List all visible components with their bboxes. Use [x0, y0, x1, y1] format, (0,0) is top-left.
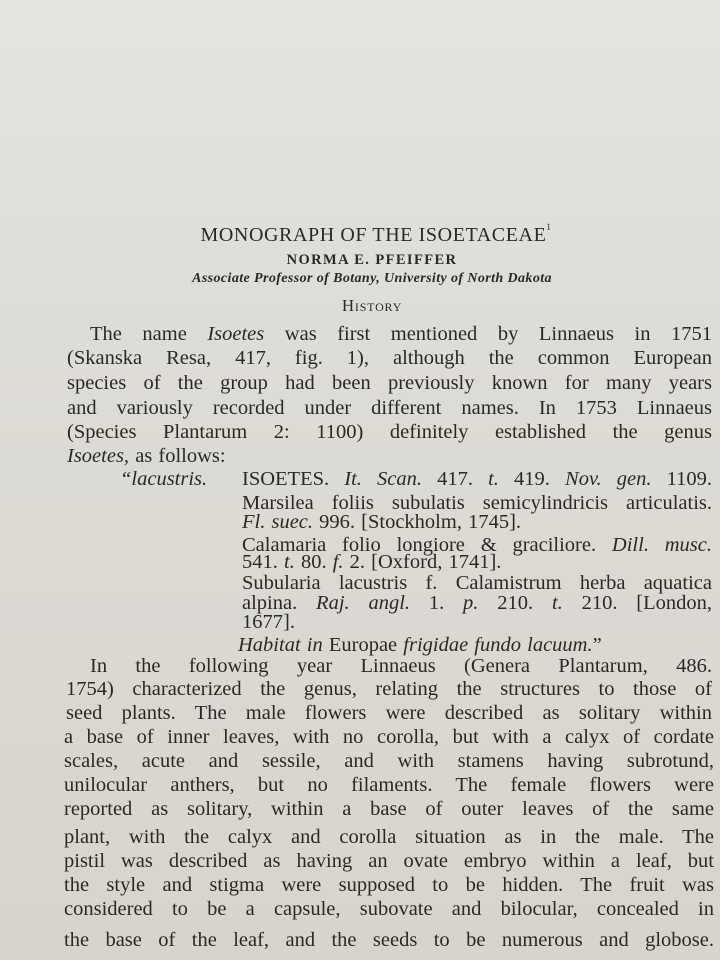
paragraph-line	[67, 444, 712, 468]
text-segment: unilocular anthers, but no filaments. The female flowers were	[64, 774, 714, 796]
text-segment: 541.	[242, 551, 284, 573]
author-affiliation: Associate Professor of Botany, University of North Dakota	[192, 271, 552, 286]
text-segment: Calamaria folio longiore & graciliore.	[242, 534, 612, 556]
quote-line	[242, 467, 712, 491]
text-segment: 2. [Oxford, 1741].	[343, 551, 502, 573]
text-segment: frigidae fundo lacuum.	[403, 634, 593, 656]
section-heading: History	[341, 296, 403, 315]
text-segment: p.	[463, 592, 479, 614]
text-segment: f.	[332, 551, 344, 573]
text-segment: 417.	[422, 468, 489, 490]
text-segment: 210.	[478, 592, 552, 614]
paragraph-line	[90, 322, 712, 346]
title-text: MONOGRAPH OF THE ISOETACEAE	[200, 224, 547, 246]
text-segment: pistil was described as having an ovate embryo within a leaf, but	[64, 850, 714, 872]
text-segment: the style and stigma were supposed to be hidden. The fruit was	[64, 874, 714, 896]
paragraph-line	[64, 873, 714, 897]
text-segment: t.	[551, 592, 563, 614]
article-title	[16, 224, 720, 247]
paragraph-line	[64, 725, 714, 749]
paragraph-line	[66, 677, 712, 701]
paragraph-line	[67, 346, 712, 370]
text-segment: as follows:	[129, 445, 226, 467]
text-segment: 1.	[410, 592, 464, 614]
paragraph-line	[67, 371, 712, 395]
text-segment: considered to be a capsule, subovate and bilocular, concealed in	[64, 898, 714, 920]
text-segment: ISOETES.	[242, 468, 345, 490]
author-name: NORMA E. PFEIFFER	[286, 252, 458, 268]
text-segment: 996. [Stockholm, 1745].	[313, 511, 522, 533]
paragraph-line	[64, 825, 714, 849]
paragraph-line	[66, 701, 712, 725]
text-segment: t.	[488, 468, 499, 490]
text-segment: a base of inner leaves, with no corolla, but with a calyx of cordate	[64, 726, 714, 748]
text-segment: the base of the leaf, and the seeds to be numerous and globose.	[64, 929, 714, 951]
text-segment: ”	[592, 634, 602, 656]
paragraph-line	[64, 773, 714, 797]
text-segment: Habitat in	[238, 634, 323, 656]
text-segment: Isoetes,	[67, 445, 130, 467]
text-segment: 1677].	[242, 611, 295, 633]
text-segment: t.	[284, 551, 295, 573]
text-segment: Subularia lacustris f. Calamistrum herba aquatica	[242, 572, 712, 594]
text-segment: alpina.	[242, 592, 317, 614]
text-segment: In the following year Linnaeus (Genera Plantarum, 486.	[90, 655, 712, 677]
text-segment: 210. [London,	[562, 592, 713, 614]
paragraph-line	[64, 849, 714, 873]
text-segment: (Skanska Resa, 417, fig. 1), although the common European	[67, 347, 712, 369]
paragraph-line	[64, 797, 714, 821]
text-segment: Isoetes	[207, 323, 265, 345]
text-segment: Dill. musc.	[611, 534, 713, 556]
quote-label: “lacustris.	[120, 468, 208, 490]
paragraph-line	[67, 420, 712, 444]
text-segment: Marsilea foliis subulatis semicylindricis articulatis.	[242, 492, 712, 514]
text-segment: and variously recorded under different names. In 1753 Linnaeus	[67, 397, 712, 419]
text-segment: scales, acute and sessile, and with stamens having subrotund,	[64, 750, 714, 772]
footnote-mark: 1	[546, 222, 552, 232]
paragraph-line	[90, 654, 712, 678]
text-segment: reported as solitary, within a base of outer leaves of the same	[64, 798, 714, 820]
text-segment: Europae	[322, 634, 404, 656]
text-segment: plant, with the calyx and corolla situation as in the male. The	[64, 826, 714, 848]
text-segment: species of the group had been previously known for many years	[67, 372, 712, 394]
paragraph-line	[67, 396, 712, 420]
text-segment: Fl. suec.	[242, 511, 314, 533]
text-segment: The name	[90, 323, 208, 345]
quote-line	[242, 610, 712, 634]
text-segment: 1754) characterized the genus, relating the structures to those of	[66, 678, 712, 700]
text-segment: Nov. gen.	[565, 468, 652, 490]
text-segment: 80.	[294, 551, 333, 573]
text-segment: 1109.	[651, 468, 712, 490]
text-segment: Raj. angl.	[316, 592, 411, 614]
paragraph-line	[64, 928, 714, 952]
text-segment: was first mentioned by Linnaeus in 1751	[264, 323, 712, 345]
quote-line	[242, 510, 712, 534]
text-segment: 419.	[498, 468, 566, 490]
paragraph-line	[64, 897, 714, 921]
text-segment: It. Scan.	[344, 468, 422, 490]
text-segment: seed plants. The male flowers were described as solitary within	[66, 702, 712, 724]
text-segment: (Species Plantarum 2: 1100) definitely established the genus	[67, 421, 712, 443]
paragraph-line	[64, 749, 714, 773]
